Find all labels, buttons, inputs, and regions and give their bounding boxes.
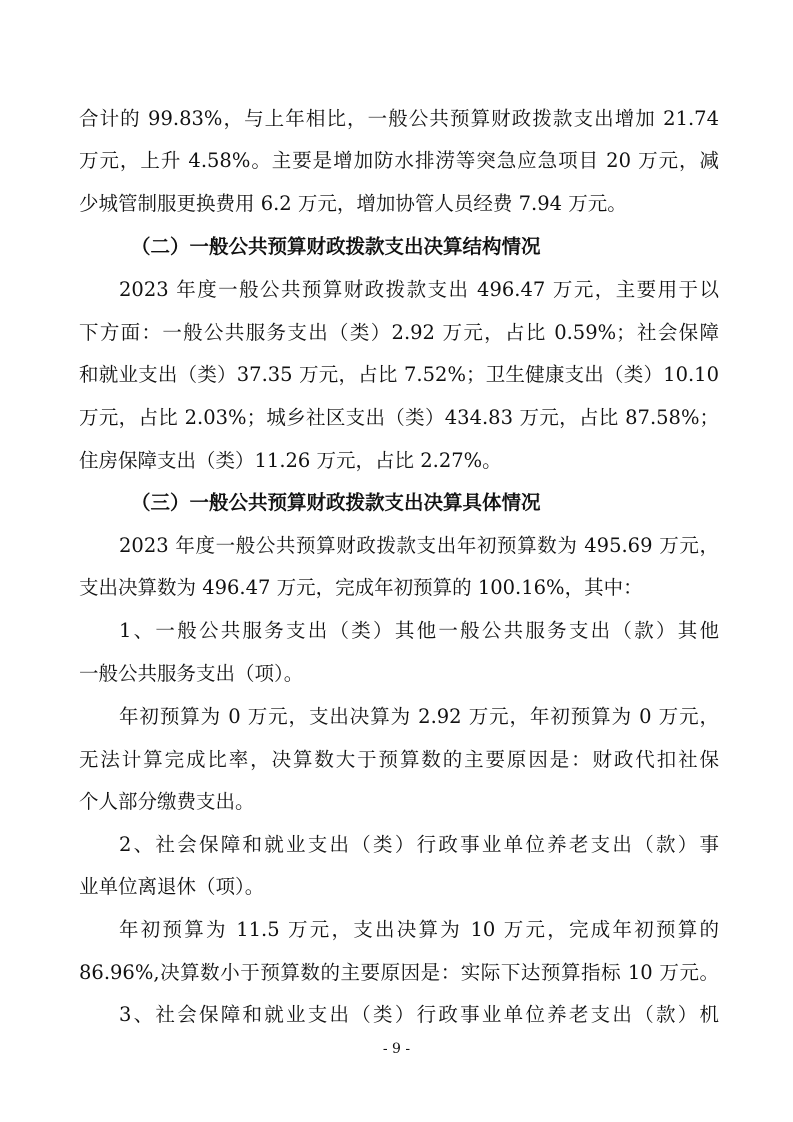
section-heading-2: （二）一般公共预算财政拨款支出决算结构情况	[131, 235, 541, 258]
body-text-line: 一般公共服务支出（项）。	[79, 662, 304, 685]
body-text-line: 和就业支出（类）37.35 万元，占比 7.52%；卫生健康支出（类）10.10	[79, 363, 719, 386]
body-text-line: 86.96%,决算数小于预算数的主要原因是：实际下达预算指标 10 万元。	[79, 961, 719, 984]
body-text-line: 万元，占比 2.03%；城乡社区支出（类）434.83 万元，占比 87.58%；	[79, 406, 719, 429]
body-text-line: 2023 年度一般公共预算财政拨款支出年初预算数为 495.69 万元，	[119, 534, 719, 557]
body-text-line: 无法计算完成比率，决算数大于预算数的主要原因是：财政代扣社保	[79, 748, 719, 771]
body-text-line: 个人部分缴费支出。	[79, 790, 255, 813]
body-text-line: 少城管制服更换费用 6.2 万元，增加协管人员经费 7.94 万元。	[79, 192, 627, 215]
body-text-line: 1、一般公共服务支出（类）其他一般公共服务支出（款）其他	[119, 619, 719, 642]
body-text-line: 合计的 99.83%，与上年相比，一般公共预算财政拨款支出增加 21.74	[79, 107, 719, 130]
body-text-line: 下方面：一般公共服务支出（类）2.92 万元，占比 0.59%；社会保障	[79, 321, 719, 344]
body-text-line: 2、社会保障和就业支出（类）行政事业单位养老支出（款）事	[119, 833, 719, 856]
body-text-line: 2023 年度一般公共预算财政拨款支出 496.47 万元，主要用于以	[119, 278, 719, 301]
body-text-line: 3、社会保障和就业支出（类）行政事业单位养老支出（款）机	[119, 1003, 719, 1026]
body-text-line: 万元，上升 4.58%。主要是增加防水排涝等突急应急项目 20 万元，减	[79, 149, 719, 172]
body-text-line: 住房保障支出（类）11.26 万元，占比 2.27%。	[79, 449, 502, 472]
body-text-line: 支出决算数为 496.47 万元，完成年初预算的 100.16%，其中：	[79, 576, 643, 599]
body-text-line: 年初预算为 0 万元，支出决算为 2.92 万元，年初预算为 0 万元，	[119, 705, 719, 728]
section-heading-3: （三）一般公共预算财政拨款支出决算具体情况	[131, 491, 541, 514]
page-number: - 9 -	[382, 1041, 411, 1057]
body-text-line: 业单位离退休（项）。	[79, 875, 265, 898]
body-text-line: 年初预算为 11.5 万元，支出决算为 10 万元，完成年初预算的	[119, 918, 719, 941]
